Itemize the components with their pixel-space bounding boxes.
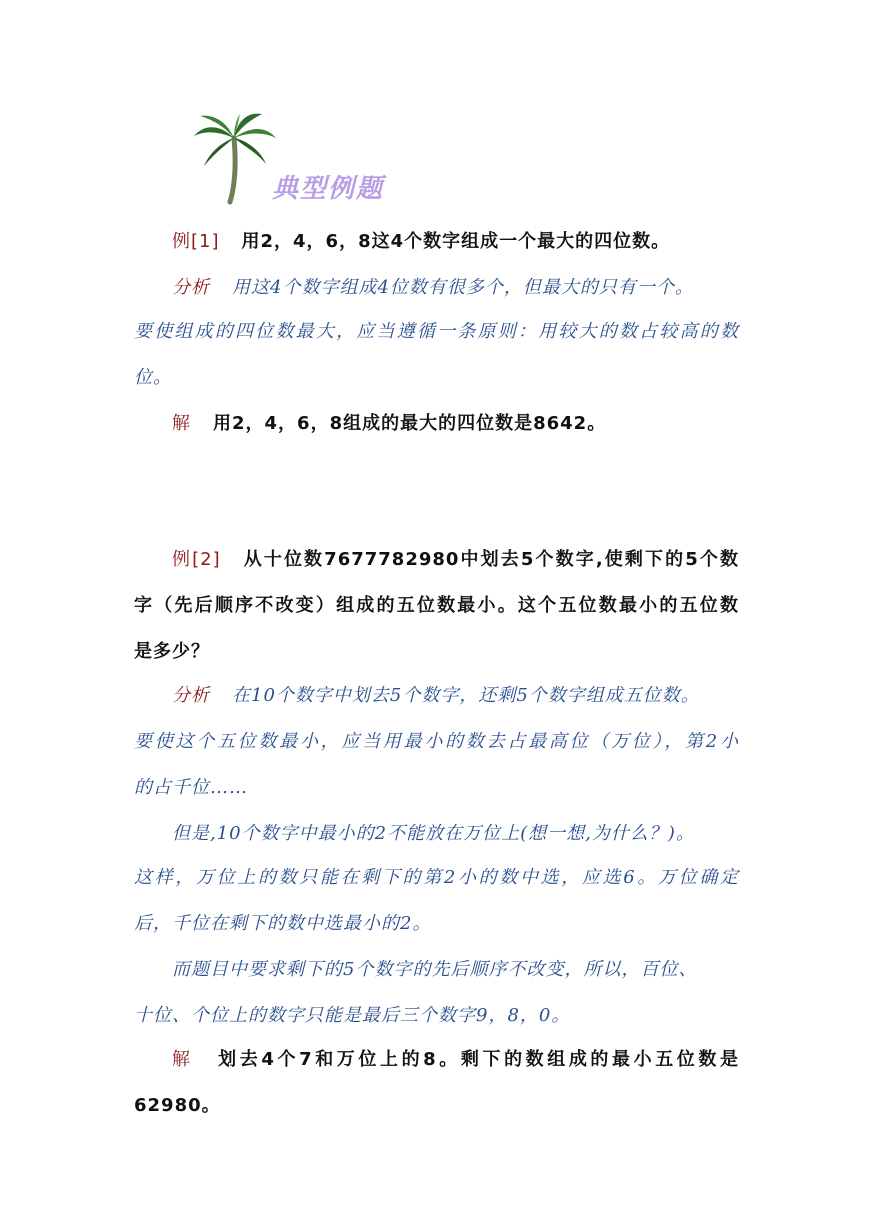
example-1-analysis-line-3: 位。 — [134, 367, 172, 388]
example-1-analysis-label: 分析 — [172, 277, 210, 298]
example-2-question — [172, 548, 739, 572]
example-1-question — [172, 230, 739, 254]
example-2-paragraph-3-line-1: 而题目中要求剩下的5个数字的先后顺序不改变，所以，百位、 — [172, 959, 698, 980]
example-2-paragraph-2-line-2: 这样，万位上的数只能在剩下的第2小的数中选，应选6。万位确定 — [134, 867, 739, 888]
example-2-question-line-2: 字（先后顺序不改变）组成的五位数最小。这个五位数最小的五位数 — [134, 595, 739, 616]
example-2-analysis-label: 分析 — [172, 685, 210, 706]
example-2-label: 例[2] — [172, 549, 221, 570]
example-1-solution-text: 用2，4，6，8组成的最大的四位数是8642。 — [213, 413, 607, 434]
example-2-question-text: 从十位数7677782980中划去5个数字,使剩下的5个数 — [242, 549, 739, 570]
example-1-label: 例[1] — [172, 231, 220, 252]
example-1-analysis-text: 用这4个数字组成4位数有很多个，但最大的只有一个。 — [232, 277, 694, 298]
example-2-solution-line-2: 62980。 — [134, 1095, 221, 1116]
palm-tree-icon — [190, 110, 280, 205]
section-heading: 典型例题 — [272, 174, 385, 204]
example-1-analysis-line-2: 要使组成的四位数最大，应当遵循一条原则：用较大的数占较高的数 — [134, 321, 739, 342]
example-2-analysis-line-3: 的占千位…… — [134, 777, 248, 798]
example-2-analysis-line-2: 要使这个五位数最小，应当用最小的数去占最高位（万位），第2小 — [134, 731, 739, 752]
example-2-solution-label: 解 — [172, 1049, 194, 1070]
example-2-paragraph-2-line-1: 但是,10个数字中最小的2不能放在万位上(想一想,为什么？)。 — [172, 823, 695, 844]
example-1-solution — [172, 412, 739, 436]
example-1-solution-label: 解 — [172, 413, 191, 434]
example-2-question-line-3: 是多少？ — [134, 641, 210, 662]
example-2-solution — [172, 1048, 739, 1072]
example-1-analysis-line — [172, 276, 739, 300]
example-2-analysis-line — [172, 684, 739, 708]
example-2-analysis-text: 在10个数字中划去5个数字，还剩5个数字组成五位数。 — [232, 685, 700, 706]
example-2-solution-text: 划去4个7和万位上的8。剩下的数组成的最小五位数是 — [215, 1049, 739, 1070]
example-2-paragraph-3-line-2: 十位、个位上的数字只能是最后三个数字9，8，0。 — [134, 1005, 571, 1026]
example-2-paragraph-2-line-3: 后，千位在剩下的数中选最小的2。 — [134, 913, 432, 934]
example-1-question-text: 用2，4，6，8这4个数字组成一个最大的四位数。 — [241, 231, 671, 252]
